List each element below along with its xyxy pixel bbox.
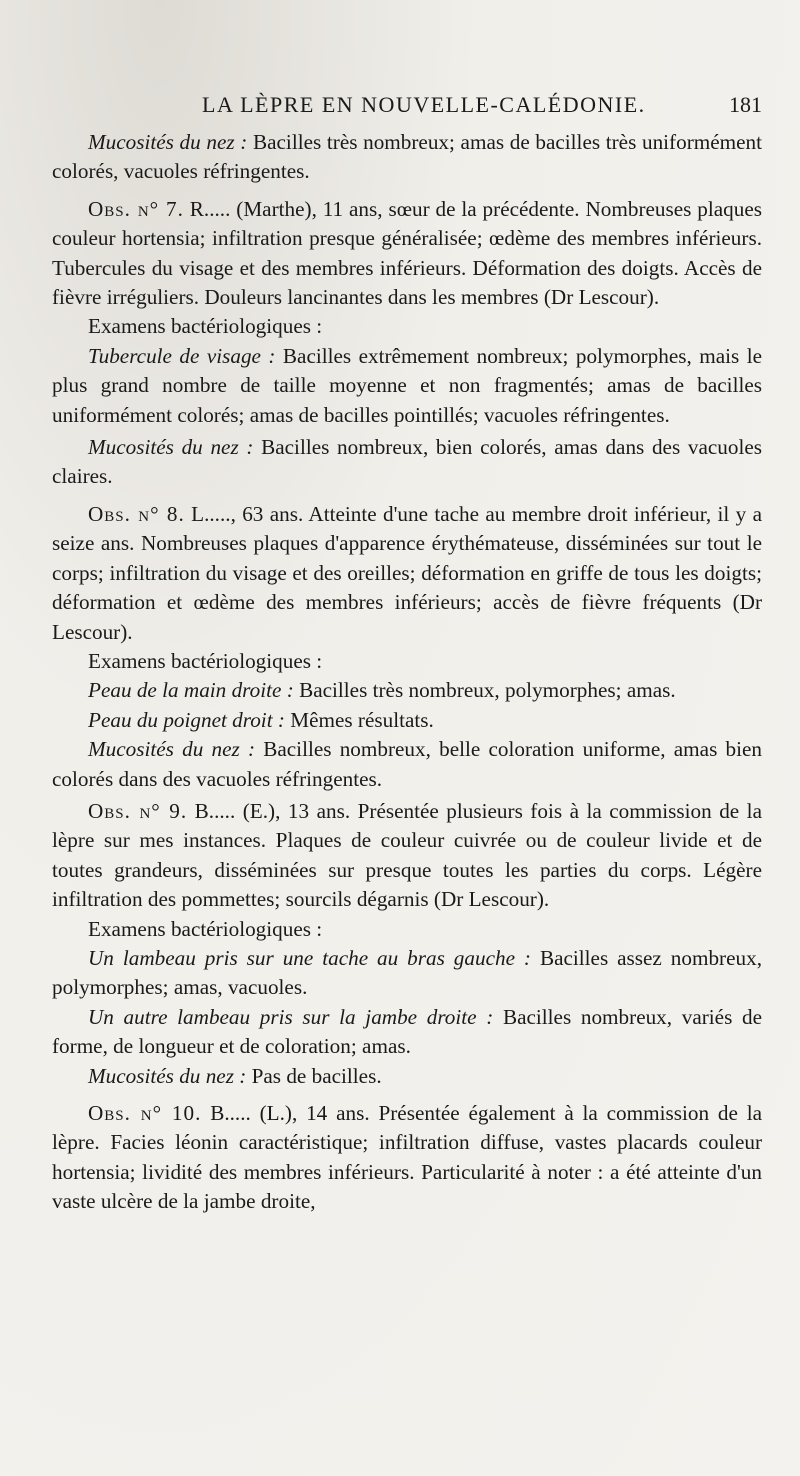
paragraph-examens-1: Examens bactériologiques : bbox=[88, 314, 323, 339]
obs-label: Obs. n° 7. bbox=[88, 196, 184, 221]
obs-label: Obs. n° 9. bbox=[88, 798, 188, 823]
paragraph-mucosites-obs7 bbox=[52, 433, 762, 492]
label-italic: Peau de la main droite : bbox=[88, 678, 294, 703]
paragraph-text: Bacilles extrêmement nombreux; polymorphes, mais le plus grand nombre de taille moyenne et non fragmentés; amas de bacilles uniformément colorés; amas de bacilles pointillés; vacuoles réfringentes. bbox=[52, 343, 762, 427]
obs-label: Obs. n° 8. bbox=[88, 501, 185, 526]
paragraph-text: B..... (L.), 14 ans. Présentée également à la commission de la lèpre. Facies léonin caractéristique; infiltration diffuse, vastes placards couleur hortensia; lividité des membres inférieurs. Particularité à noter : a été atteinte d'un vaste ulcère de la jambe droite, bbox=[52, 1101, 762, 1214]
paragraph-examens-3: Examens bactériologiques : bbox=[88, 916, 323, 941]
label-italic: Mucosités du nez : bbox=[88, 435, 254, 460]
obs-label: Obs. n° 10. bbox=[88, 1101, 202, 1125]
label-italic: Peau du poignet droit : bbox=[88, 707, 285, 732]
paragraph-text: Bacilles nombreux, belle coloration uniforme, amas bien colorés dans des vacuoles réfringentes. bbox=[52, 737, 762, 791]
page-header bbox=[52, 92, 762, 122]
running-title: LA LÈPRE EN NOUVELLE-CALÉDONIE. bbox=[202, 92, 646, 117]
page-number: 181 bbox=[729, 92, 762, 117]
paragraph-obs-10 bbox=[52, 1099, 762, 1217]
paragraph-text: Pas de bacilles. bbox=[246, 1063, 382, 1088]
paragraph-text: Bacilles nombreux, bien colorés, amas dans des vacuoles claires. bbox=[52, 435, 762, 489]
label-italic: Un lambeau pris sur une tache au bras gauche : bbox=[88, 945, 531, 970]
paragraph-text: Bacilles très nombreux; amas de bacilles très uniformément colorés, vacuoles réfringentes. bbox=[52, 130, 763, 184]
paragraph-text: R..... (Marthe), 11 ans, sœur de la précédente. Nombreuses plaques couleur hortensia; infiltration presque généralisée; œdème des membres inférieurs. Tubercules du visage et des membres inférieurs. Déformation des doigts. Accès de fièvre irréguliers. Douleurs lancinantes dans les membres (Dr Lescour). bbox=[52, 196, 762, 310]
paragraph-peau-main bbox=[52, 676, 762, 705]
label-italic: Mucosités du nez : bbox=[88, 130, 248, 154]
paragraph-obs-7 bbox=[52, 195, 762, 313]
paragraph-mucosites-obs6 bbox=[52, 128, 762, 187]
paragraph-text: B..... (E.), 13 ans. Présentée plusieurs fois à la commission de la lèpre sur mes instances. Plaques de couleur cuivrée ou de couleur livide et de toutes grandeurs, disséminées sur presque toutes les parties du corps. Légère infiltration des pommettes; sourcils dégarnis (Dr Lescour). bbox=[52, 798, 762, 912]
label-italic: Un autre lambeau pris sur la jambe droite : bbox=[88, 1004, 494, 1029]
paragraph-text: L....., 63 ans. Atteinte d'une tache au membre droit inférieur, il y a seize ans. Nombreuses plaques d'apparence érythémateuse, disséminées sur tout le corps; infiltration du visage et des oreilles; déformation en griffe de tous les doigts; déformation et œdème des membres inférieurs; accès de fièvre fréquents (Dr Lescour). bbox=[52, 501, 762, 644]
paragraph-text: Bacilles très nombreux, polymorphes; amas. bbox=[293, 678, 676, 703]
paragraph-text: Bacilles nombreux, variés de forme, de longueur et de coloration; amas. bbox=[52, 1004, 762, 1059]
paragraph-mucosites-obs8 bbox=[52, 735, 762, 794]
paragraph-lambeau-jambe bbox=[52, 1003, 762, 1062]
paragraph-tubercule-visage bbox=[52, 342, 762, 430]
label-italic: Mucosités du nez : bbox=[88, 737, 256, 762]
label-italic: Mucosités du nez : bbox=[88, 1063, 247, 1088]
paragraph-obs-9 bbox=[52, 797, 762, 915]
paragraph-examens-2: Examens bactériologiques : bbox=[88, 648, 323, 673]
paragraph-mucosites-obs9 bbox=[52, 1062, 762, 1091]
paragraph-text: Bacilles assez nombreux, polymorphes; amas, vacuoles. bbox=[52, 945, 762, 1000]
page-body bbox=[52, 128, 762, 1217]
paragraph-obs-8 bbox=[52, 500, 762, 647]
paragraph-lambeau-bras bbox=[52, 944, 762, 1003]
paragraph-peau-poignet bbox=[52, 706, 762, 735]
label-italic: Tubercule de visage : bbox=[88, 343, 276, 368]
paragraph-text: Mêmes résultats. bbox=[284, 707, 434, 732]
